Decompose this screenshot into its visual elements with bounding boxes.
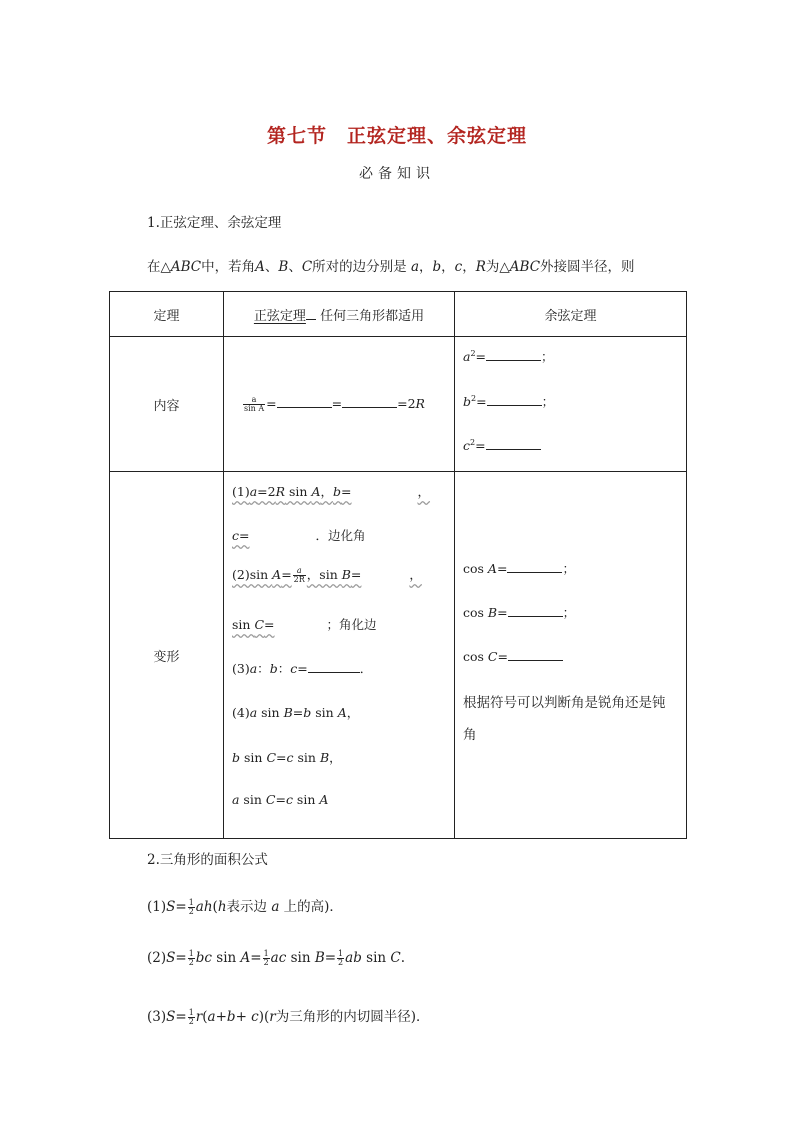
transform-line-6: (4)a sin B=b sin A， (232, 705, 360, 720)
cos-C-formula: cos C= (463, 648, 563, 664)
cos-law-a2: $a^2=$ ； (463, 348, 554, 364)
row-label-content: 内容 (110, 337, 224, 472)
transform-line-3: (2)sin A= $\frac{a}{2R}$ ，sin B= ， (232, 566, 422, 584)
cos-law-c2: $c^2=$ (463, 437, 541, 453)
table-header-row (110, 292, 687, 337)
intro-sentence: 在△ABC中，若角A、B、C所对的边分别是 a，b，c，R为△ABC外接圆半径，则 (147, 259, 635, 275)
cos-A-formula: cos A= ； (463, 561, 575, 576)
section-subtitle: 必备知识 (359, 166, 435, 182)
fraction-a-over-sinA: $\frac{a}{\text{sin A}}$ (244, 395, 265, 413)
area-formula-1: (1)S= $\frac{1}{2}$ ah(h表示边 a 上的高)． (147, 898, 343, 916)
transform-line-4: sin C= ；角化边 (232, 617, 377, 632)
transform-line-8: a sin C=c sin A (232, 792, 329, 807)
transform-line-2: c= ．边化角 (232, 528, 366, 543)
page-title: 第七节 正弦定理、余弦定理 (266, 125, 527, 147)
area-formula-3: (3)S= $\frac{1}{2}$ r(a+b+ c)(r为三角形的内切圆半径)． (147, 1008, 430, 1026)
section2-heading: 2.三角形的面积公式 (147, 852, 268, 868)
sine-law-transform (224, 472, 455, 839)
transform-line-5: (3)a：b：c= ． (232, 661, 373, 676)
cos-sign-note-1: 根据符号可以判断角是锐角还是钝 (463, 695, 666, 711)
header-cosine-law: 余弦定理 (455, 292, 687, 337)
table-row-transform (110, 472, 687, 839)
cos-sign-note-2: 角 (463, 727, 477, 743)
table-row-content (110, 337, 687, 472)
cosine-law-content (455, 337, 687, 472)
transform-line-7: b sin C=c sin B， (232, 750, 342, 765)
theorem-table (109, 291, 687, 839)
cos-B-formula: cos B= ； (463, 605, 576, 620)
section1-heading: 1.正弦定理、余弦定理 (147, 215, 282, 231)
area-formula-2: (2)S= $\frac{1}{2}$ bc sin A= $\frac{1}{2}$ ac sin B= $\frac{1}{2}$ ab sin C. (147, 949, 406, 967)
transform-line-1: (1)a=2R sin A，b= ， (232, 484, 431, 499)
header-sine-law: 正弦定理 任何三角形都适用 (224, 292, 455, 337)
cos-law-b2: $b^2=$ ； (463, 393, 555, 409)
cosine-law-transform (455, 472, 687, 839)
header-theorem: 定理 (110, 292, 224, 337)
sine-law-content: $\frac{a}{\text{sin A}}$ = = =2R (224, 337, 455, 472)
row-label-transform: 变形 (110, 472, 224, 839)
